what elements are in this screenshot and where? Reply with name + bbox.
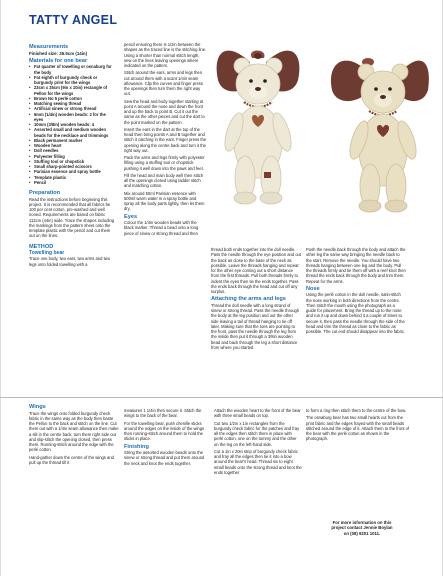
bottom-column-2	[124, 408, 210, 573]
method-heading: METHOD	[29, 243, 54, 250]
eyes-text: Colour the 1/4in wooden beads with the black marker. Thread a bead onto a long piece of sinew or strong thread and then	[124, 220, 199, 236]
col2-paragraph: Fill the head and main body well then stitch all the openings closed using ladder stitch and matching cotton.	[124, 172, 204, 189]
materials-item: • 6mm (1/4in) wooden beads: 2 for the eyes	[29, 112, 116, 123]
measurements-heading: Measurements	[29, 44, 69, 50]
column-4	[306, 247, 406, 387]
col2-paragraph: Sew the head and body together starting at point A around the nose and down the front and up the back to point B. Cut it out the same as the other pieces and cut the dart to the point marked on the pattern.	[124, 98, 205, 125]
method-text: Trace one body, two ears, two arms and two legs onto folded towelling with a	[29, 256, 111, 267]
finished-size: Finished size: 35.5cm (14in)	[29, 50, 88, 56]
col4-paragraph: Using the perlé cotton in the doll needle, satin-stitch the nose working in both directions from the centre. Then stitch the mouth using the photograph as a guide for placement. Bring the thread up to the nose and run it up and down behind it a couple of times to secure it, then pass the needle through the side of the head and trim the thread as close to the fabric as possible. The cut end should disappear into the fabric.	[306, 292, 406, 335]
col2-paragraph: Mix around 50ml Parisian essence with 500ml warm water in a spray bottle and spray all the body parts lightly, then let them dry.	[124, 190, 205, 212]
materials-item: • Fat eighth of burgundy check or burgundy print for the wings	[29, 75, 116, 86]
materials-item: • Parisian essence and spray bottle	[29, 169, 116, 174]
materials-item: • Brown No 5 perlé cotton	[29, 96, 116, 101]
towelling-bear-heading: Towelling bear	[29, 250, 65, 257]
tatty-angel-bears-photo	[208, 32, 433, 242]
materials-item: • Matching sewing thread	[29, 101, 116, 106]
col3-paragraph: thread both ends together into the doll needle. Pass the needle through the eye position and out the back as close to the base of the neck as possible. Leave the threads hanging and repeat for the other eye coming out a short distance from the first threads. Pull both threads firmly to indent the eyes then tie the ends together. Pass the ends back through the head and cut off any surplus.	[211, 247, 301, 294]
preparation-text: Read the instructions before beginning this project. It is recommended that all fabrics be 100 per cent cotton, pre-washed and well ironed. Requirements are based on fabric 112cm (44in) wide. Trace the shapes including the markings from the pattern sheet onto the template plastic with the pencil and cut them out on the lines.	[29, 196, 115, 239]
attaching-heading: Attaching the arms and legs	[211, 296, 286, 303]
bottom-column-3	[214, 408, 302, 573]
contact-line: For more information on this	[332, 520, 392, 525]
bottom-paragraph: The osnaburg bear has two small hearts cut from the print fabric and the edges frayed with the small beads stitched around the edge of it. Attach them to the front of the bear with the perlé cotton as shown in the photograph.	[306, 415, 410, 442]
materials-heading: Materials for one bear	[29, 57, 88, 64]
preparation-heading: Preparation	[29, 190, 61, 197]
page-title: TATTY ANGEL	[29, 13, 118, 27]
materials-item: • Artificial sinew or strong thread	[29, 106, 116, 111]
bottom-paragraph: to form a ring then stitch them to the centre of the bow.	[306, 408, 407, 413]
bottom-paragraph: Attach the wooden heart to the front of the bear with three small beads on top.	[214, 408, 301, 419]
contact-line: project contact Jennie Boylan	[331, 525, 393, 531]
materials-item: • Polyester filling	[29, 154, 116, 159]
materials-item: • Doll needles	[29, 148, 116, 153]
eyes-heading: Eyes	[124, 213, 138, 220]
col2-paragraph: Pack the arms and legs firmly with polyester filling using a stuffing tool or chopstick pushing it well down into the paws and feet.	[124, 155, 205, 171]
section-divider	[0, 397, 443, 398]
contact-line: on (08) 9201 1011.	[343, 530, 381, 536]
column-2	[124, 42, 207, 387]
wings-text: Trace the wings onto folded burgundy check fabric in the same way as the body then baste the Pellon to the back and stitch on the line. Cut them out with a 1/4in seam allowance then make a slit in the centre back, turn them right side out and slip-stitch the opening closed, then press them. Running-stitch around the edge with the perlé cotton.	[29, 410, 119, 453]
materials-item: • Stuffing tool or chopstick	[29, 159, 116, 164]
bottom-paragraph: measures 1 1/4in then secure it. Stitch the wings to the back of the bear.	[124, 408, 202, 419]
nose-heading: Nose	[306, 285, 320, 292]
wings-text: Hand-gather down the centre of the wings and pull up the thread till it	[29, 454, 114, 465]
bottom-paragraph: For the towelling bear, push chenille sticks around the edges on the inside of the wings then running-stitch around them to hold the sticks in place.	[124, 420, 205, 442]
materials-list	[29, 64, 116, 185]
materials-item: • Small sharp-pointed scissors	[29, 164, 116, 169]
column-3	[211, 247, 301, 387]
materials-item: • 10mm (3/8in) wooden beads: 4	[29, 122, 116, 127]
materials-item: • Template plastic	[29, 175, 116, 180]
bottom-column-4	[306, 408, 410, 518]
page-left-edge	[0, 0, 1, 576]
right-bear	[331, 58, 429, 212]
materials-item: • Fat quarter of towelling or osnaburg for the body	[29, 64, 116, 75]
materials-item: • Pencil	[29, 180, 116, 185]
materials-item: • Wooden heart	[29, 143, 116, 148]
col2-paragraph: pencil ensuring there is 1/2in between the shapes as the traced line is the stitching line. Using a shorter than normal stitch length, sew on the lines leaving openings where indicated on the pattern.	[124, 42, 207, 68]
contact-info	[298, 520, 426, 536]
col4-paragraph: Push the needle back through the body and attach the other leg the same way bringing the needle back to the start. Remove the needle. You should have two threads hanging between one leg and the body. Pull the threads firmly and tie them off with a reef knot then thread the ends back through the body and trim them. Repeat for the arms.	[306, 247, 406, 284]
col2-paragraph: Insert the ears in the dart at the top of the head then bring points A and B together and stitch it catching in the ears. Finger press the opening along the centre back and turn it the right way out.	[124, 126, 207, 153]
materials-item: • 23cm x 25cm (9in x 10in) rectangle of Pellon for the wings	[29, 85, 116, 96]
bottom-column-1	[29, 402, 119, 572]
wings-heading: Wings	[29, 404, 46, 410]
materials-item: • Black permanent marker	[29, 138, 116, 143]
finishing-heading: Finishing	[124, 443, 149, 450]
col2-paragraph: Stitch around the ears, arms and legs then cut around them with a scant 1/4in seam allowance. Clip the curves and finger press the openings then turn them the right way out.	[124, 70, 203, 97]
materials-item: • Assorted small and medium wooden beads for the necklace and trimmings	[29, 127, 116, 138]
left-bear	[217, 51, 300, 205]
bottom-paragraph: Cut two 1/2in x 1in rectangles from the burgundy check fabric for the patches and fray all the edges then stitch them in place with perlé cotton, one on the tummy and the other on the leg on the left-hand side.	[214, 420, 300, 447]
col3-paragraph: Thread the doll needle with a long strand of sinew or strong thread. Pass the needle through the body at the leg position and out the other side leaving a tail of thread hanging to tie off later. Making sure that the toes are pointing to the front, pass the needle through the leg from the inside then put it through a 3/8in wooden bead and back through the leg a short distance from where you started.	[211, 302, 300, 350]
column-1	[29, 42, 116, 387]
bottom-paragraph: Cut a 1in x 20in strip of burgundy check fabric and fray all the edges then tie it into a bow around the bear's head. Thread six to eight small beads onto the strong thread and knot the ends together	[214, 448, 302, 475]
finishing-text: String the assorted wooden beads onto the sinew or strong thread and put them around the neck and knot the ends together.	[124, 450, 205, 466]
